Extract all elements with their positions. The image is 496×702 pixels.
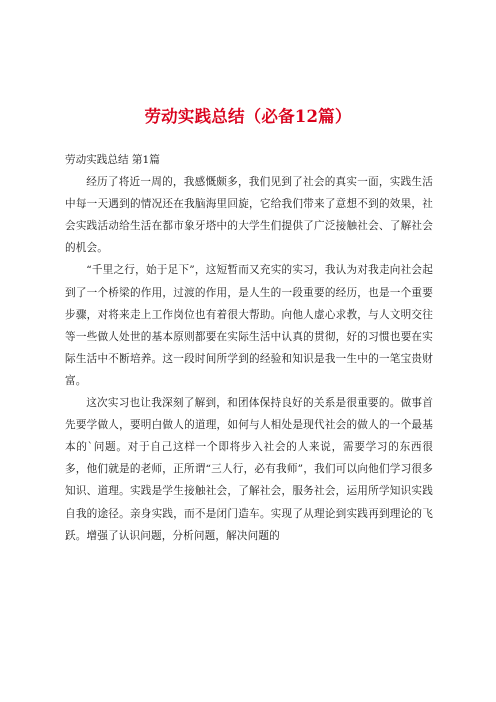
document-title: 劳动实践总结（必备12篇）	[144, 107, 352, 126]
section-heading: 劳动实践总结 第1篇	[65, 154, 160, 166]
paragraph-1: 经历了将近一周的，我感慨颇多，我们见到了社会的真实一面，实践生活中每一天遇到的情况还在我脑海里回旋，它给我们带来了意想不到的效果，社会实践活动给生活在都市象牙塔中的大学生们提供了广泛接触社会、了解社会的机会。	[65, 176, 433, 255]
document-body	[65, 149, 433, 547]
paragraph-2: “千里之行，始于足下”，这短暂而又充实的实习，我认为对我走向社会起到了一个桥梁的作用，过渡的作用，是人生的一段重要的经历，也是一个重要步骤，对将来走上工作岗位也有着很大帮助。向他人虚心求教，与人文明交往等一些做人处世的基本原则都要在实际生活中认真的贯彻，好的习惯也要在实际生活中不断培养。这一段时间所学到的经验和知识是我一生中的一笔宝贵财富。	[65, 264, 433, 387]
paragraph-3: 这次实习也让我深刻了解到，和团体保持良好的关系是很重要的。做事首先要学做人，要明白做人的道理，如何与人相处是现代社会的做人的一个最基本的`问题。对于自己这样一个即将步入社会的人来说，需要学习的东西很多，他们就是的老师，正所谓“三人行，必有我师”，我们可以向他们学习很多知识、道理。实践是学生接触社会，了解社会，服务社会，运用所学知识实践自我的途径。亲身实践，而不是闭门造车。实现了从理论到实践再到理论的飞跃。增强了认识问题，分析问题，解决问题的	[65, 397, 433, 542]
